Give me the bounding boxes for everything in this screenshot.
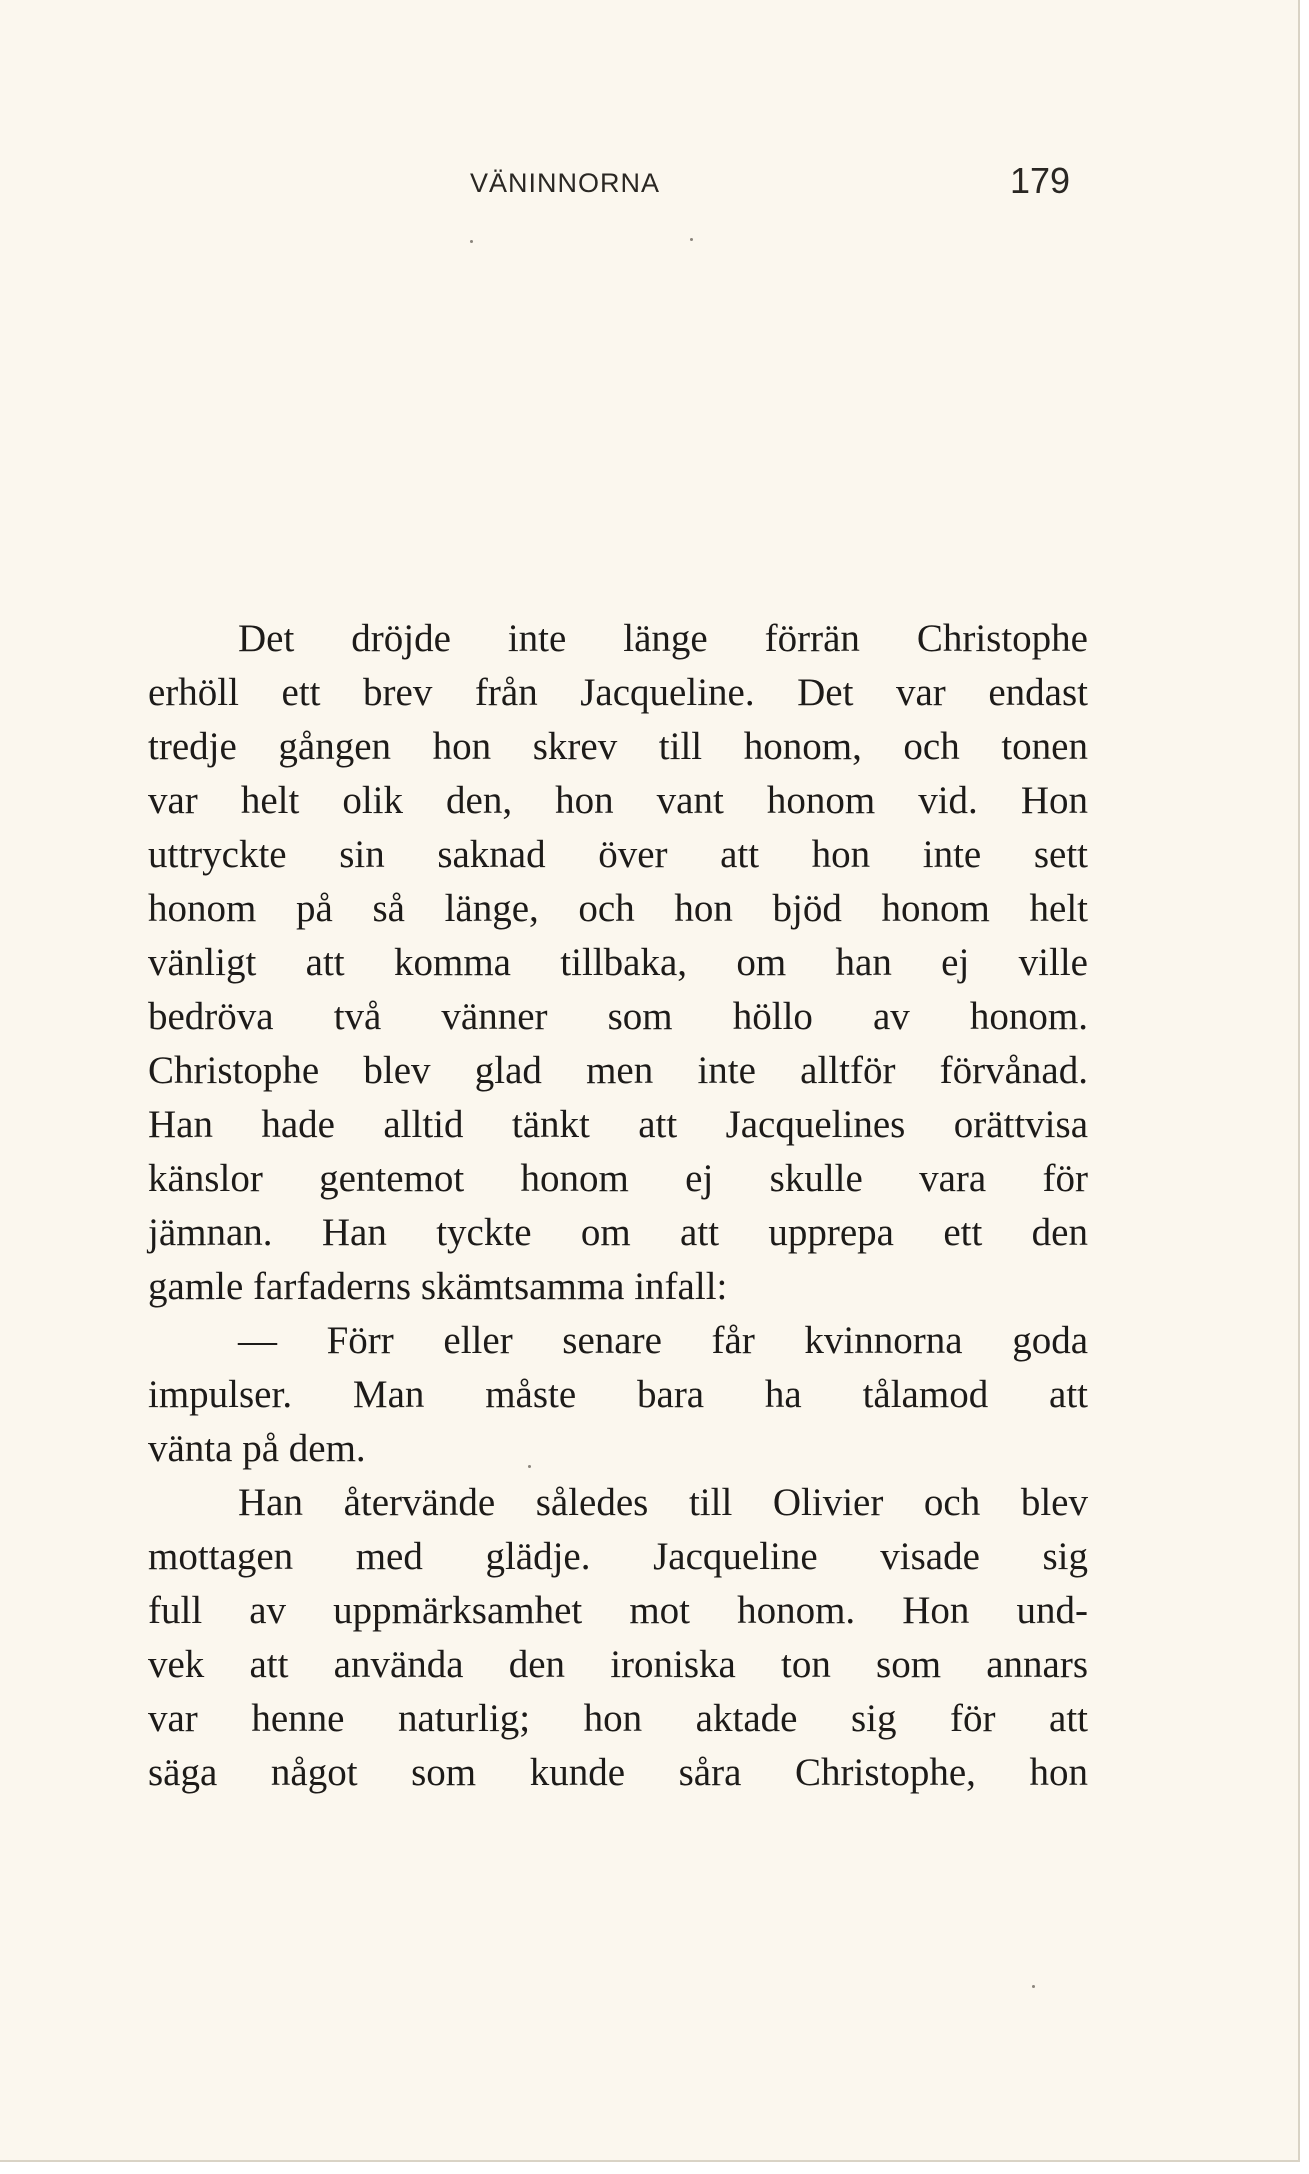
paper-speck [528,1465,531,1468]
text-line: bedröva två vänner som höllo av honom. [148,995,1088,1038]
text-line: impulser. Man måste bara ha tålamod att [148,1373,1088,1416]
text-line: vänligt att komma tillbaka, om han ej ville [148,941,1088,984]
text-line: Det dröjde inte länge förrän Christophe [238,617,1088,660]
paper-speck [690,238,693,241]
text-line: gamle farfaderns skämtsamma infall: [148,1265,728,1308]
text-line: — Förr eller senare får kvinnorna goda [238,1319,1088,1362]
page-number: 179 [1010,160,1071,201]
text-line: Christophe blev glad men inte alltför förvånad. [148,1049,1088,1092]
text-line: vek att använda den ironiska ton som annars [148,1643,1088,1686]
paper-speck [1032,1985,1035,1988]
running-head-title: VÄNINNORNA [470,168,661,198]
text-line: honom på så länge, och hon bjöd honom helt [148,887,1088,930]
text-line: erhöll ett brev från Jacqueline. Det var endast [148,671,1088,714]
body-text [148,612,1088,1800]
text-line: säga något som kunde såra Christophe, hon [148,1751,1088,1794]
text-line: var helt olik den, hon vant honom vid. Hon [148,779,1088,822]
text-line: vänta på dem. [148,1427,366,1470]
text-line: var henne naturlig; hon aktade sig för att [148,1697,1088,1740]
text-line: Han hade alltid tänkt att Jacquelines orättvisa [148,1103,1088,1146]
text-line: tredje gången hon skrev till honom, och tonen [148,725,1088,768]
text-line: mottagen med glädje. Jacqueline visade sig [148,1535,1088,1578]
text-line: uttryckte sin saknad över att hon inte sett [148,833,1088,876]
text-line: full av uppmärksamhet mot honom. Hon und- [148,1589,1088,1632]
text-line: känslor gentemot honom ej skulle vara för [148,1157,1088,1200]
paper-speck [470,240,473,243]
text-line: Han återvände således till Olivier och blev [238,1481,1088,1524]
text-line: jämnan. Han tyckte om att upprepa ett den [148,1211,1088,1254]
